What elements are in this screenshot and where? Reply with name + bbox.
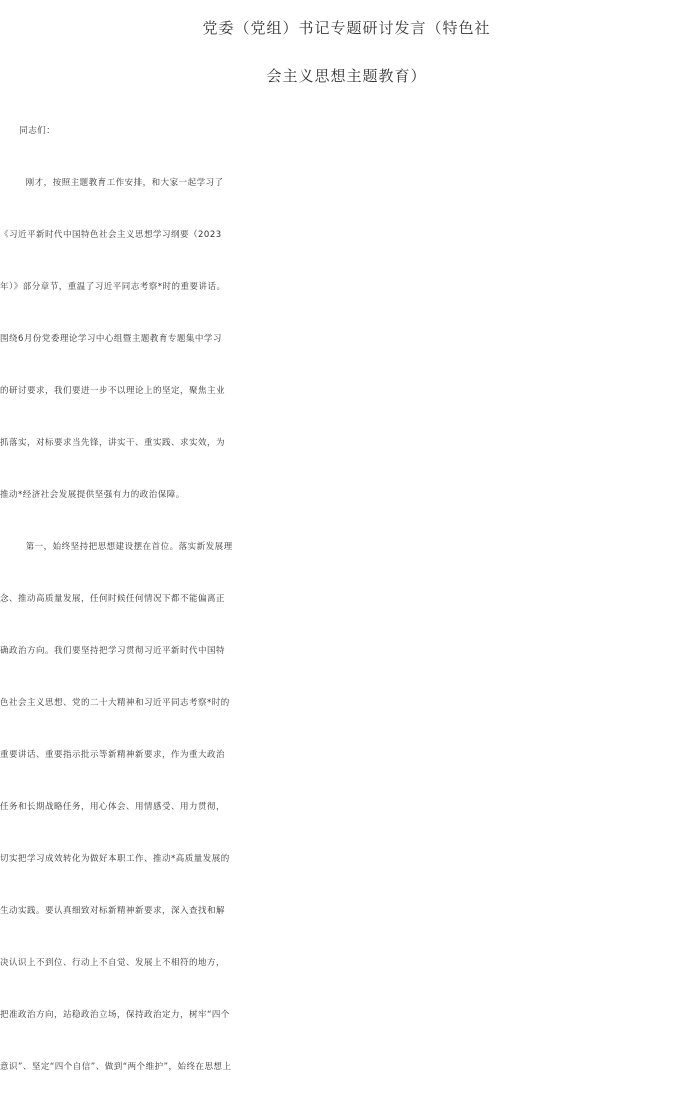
body-line: 切实把学习成效转化为做好本职工作、推动*高质量发展的: [0, 854, 230, 864]
body-line: 推动*经济社会发展提供坚强有力的政治保障。: [0, 490, 185, 500]
body-line: 抓落实，对标要求当先锋，讲实干、重实践、求实效，为: [0, 438, 226, 448]
title-line-1: 党委（党组）书记专题研讨发言（特色社: [202, 19, 491, 37]
body-line: 的研讨要求，我们要进一步不以理论上的坚定，聚焦主业: [0, 386, 226, 396]
body-line: 《习近平新时代中国特色社会主义思想学习纲要（2023: [0, 230, 222, 240]
document-title: [0, 4, 693, 100]
body-line: 年）》部分章节，重温了习近平同志考察*时的重要讲话。: [0, 282, 226, 292]
body-line: 刚才，按照主题教育工作安排，和大家一起学习了: [0, 178, 224, 188]
body-line: 色社会主义思想、党的二十大精神和习近平同志考察*时的: [0, 698, 230, 708]
body-line: 重要讲话、重要指示批示等新精神新要求，作为重大政治: [0, 750, 226, 760]
body-line: 决认识上不到位、行动上不自觉、发展上不相符的地方，: [0, 958, 226, 968]
title-line-2: 会主义思想主题教育）: [266, 67, 427, 85]
salutation: 同志们：: [0, 126, 56, 136]
body-line: 念、推动高质量发展，任何时候任何情况下都不能偏离正: [0, 594, 226, 604]
body-line: 第一，始终坚持把思想建设摆在首位。落实新发展理: [0, 542, 233, 552]
body-line: 任务和长期战略任务，用心体会、用情感受、用力贯彻，: [0, 802, 226, 812]
body-line: 把准政治方向，站稳政治立场，保持政治定力，树牢“四个: [0, 1010, 230, 1020]
body-line: 围绕6月份党委理论学习中心组暨主题教育专题集中学习: [0, 334, 222, 344]
body-line: 生动实践。要认真细致对标新精神新要求，深入查找和解: [0, 906, 226, 916]
body-line: 意识”、坚定“四个自信”、做到“两个维护”，始终在思想上: [0, 1062, 232, 1072]
body-line: 确政治方向。我们要坚持把学习贯彻习近平新时代中国特: [0, 646, 226, 656]
